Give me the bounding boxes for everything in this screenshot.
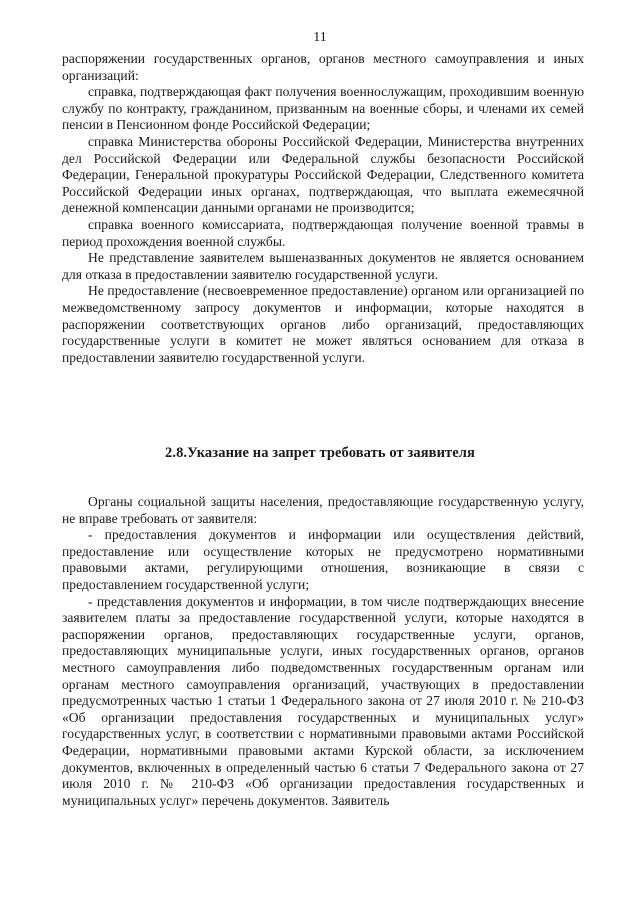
page-number: 11 bbox=[313, 30, 327, 45]
section-intro: Органы социальной защиты населения, предоставляющие государственную услугу, не вправе требовать от заявителя: bbox=[62, 494, 584, 526]
section-heading: 2.8.Указание на запрет требовать от заявителя bbox=[165, 445, 475, 461]
document-item: справка военного комиссариата, подтверждающая получение военной травмы в период прохождения военной службы. bbox=[62, 216, 584, 249]
document-item: справка, подтверждающая факт получения военнослужащим, проходившим военную службу по контракту, гражданином, призванным на военные сборы, и членами их семей пенсии в Пенсионном фонде Российской Федерации; bbox=[62, 84, 584, 133]
paragraph: Не представление заявителем вышеназванных документов не является основанием для отказа в предоставлении заявителю государственной услуги. bbox=[62, 250, 584, 282]
prohibition-item: - предоставления документов и информации или осуществления действий, предоставление или осуществление которых не предусмотрено нормативными правовыми актами, регулирующими отношения, возникающие в связи с предоставлением государственной услуги; bbox=[62, 527, 584, 592]
intro-fragment: распоряжении государственных органов, органов местного самоуправления и иных организаций: bbox=[62, 51, 584, 83]
paragraph: Не предоставление (несвоевременное предоставление) органом или организацией по межведомственному запросу документов и информации, которые находятся в распоряжении соответствующих органов либо организаций, предоставляющих государственные услуги в комитет не может являться основанием для отказа в предоставлении заявителю государственной услуги. bbox=[62, 283, 584, 365]
document-item: справка Министерства обороны Российской Федерации, Министерства внутренних дел Российской Федерации или Федеральной службы безопасности Российской Федерации, Генеральной прокуратуры Российской Федерации, Следственного комитета Российской Федерации иных органах, подтверждающая, что выплата ежемесячной денежной компенсации данными органами не производится; bbox=[62, 133, 584, 216]
requirements-block bbox=[62, 51, 584, 366]
prohibition-item: - представления документов и информации, в том числе подтверждающих внесение заявителем платы за предоставление государственной услуги, которые находятся в распоряжении органов, предоставляющих государственные услуги, органов, предоставляющих муниципальные услуги, иных государственных органов, органов местного самоуправления либо подведомственных государственным органам или органам местного самоуправления организаций, участвующих в предоставлении предусмотренных частью 1 статьи 1 Федерального закона от 27 июля 2010 г. № 210-ФЗ «Об организации предоставления государственных и муниципальных услуг» государственных услуг, в соответствии с нормативными правовыми актами Российской Федерации, нормативными правовыми актами Курской области, за исключением документов, включенных в определенный частью 6 статьи 7 Федерального закона от 27 июля 2010 г. № 210-ФЗ «Об организации предоставления государственных и муниципальных услуг» перечень документов. Заявитель bbox=[62, 593, 584, 808]
prohibitions-block bbox=[62, 494, 584, 809]
